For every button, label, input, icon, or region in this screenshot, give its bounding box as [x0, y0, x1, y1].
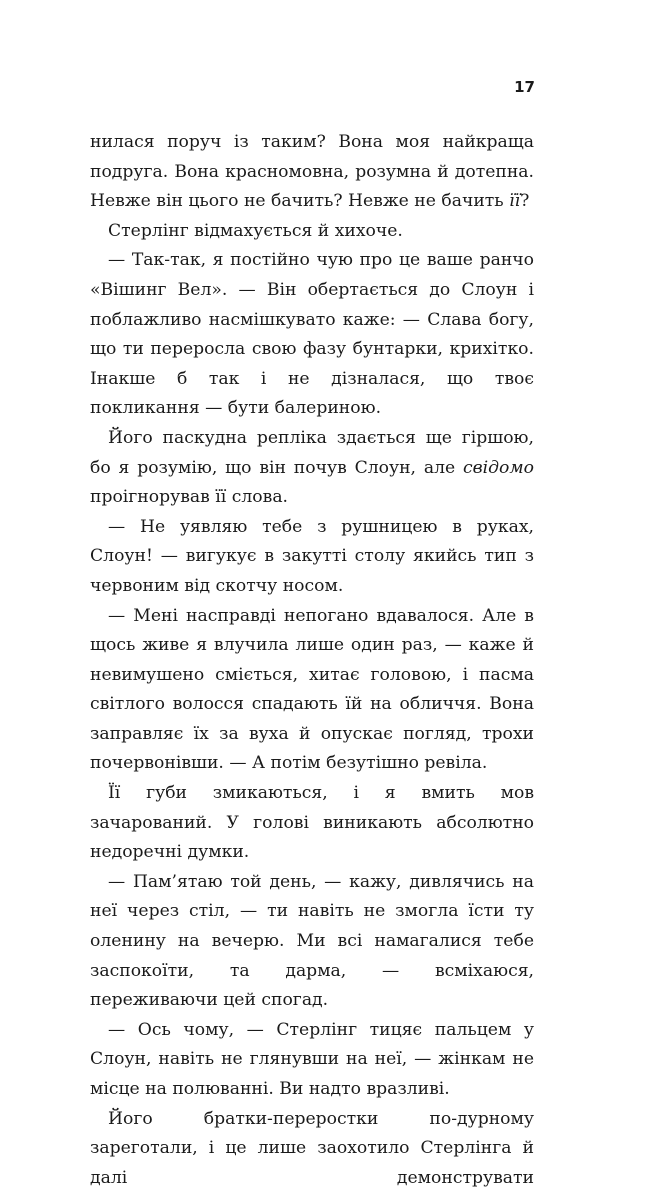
- paragraph: [90, 868, 534, 1016]
- text-segment: Стерлінг відмахується й хихоче.: [108, 220, 403, 241]
- paragraph: [90, 513, 534, 602]
- paragraph: [90, 246, 534, 424]
- italic-segment: її: [509, 191, 521, 212]
- text-segment: Її губи змикаються, і я вмить мов зачарований. У голові виникають абсолютно недоречні думки.: [90, 783, 534, 863]
- text-segment: — Мені насправді непогано вдавалося. Але в щось живе я влучила лише один раз, — каже й невимушено сміється, хитає головою, і пасма світлого волосся спадають їй на обличчя. Вона заправляє їх за вуха й опускає погляд, трохи почервонівши. — А потім безутішно ревіла.: [90, 605, 534, 774]
- paragraph: [90, 128, 534, 217]
- paragraph: [90, 424, 534, 513]
- text-segment: проігнорував її слова.: [90, 487, 289, 508]
- text-segment: нилася поруч із таким? Вона моя найкраща подруга. Вона красномовна, розумна й дотепна. Невже він цього не бачить? Невже не бачить: [90, 132, 534, 212]
- text-segment: — Пам’ятаю той день, — кажу, дивлячись на неї через стіл, — ти навіть не змогла їсти ту оленину на вечерю. Ми всі намагалися тебе заспокоїти, та дарма, — всміхаюся, переживаючи цей спогад.: [90, 871, 534, 1011]
- paragraph: [90, 217, 534, 247]
- paragraph: [90, 602, 534, 780]
- paragraph: [90, 1016, 534, 1105]
- page-number: 17: [514, 78, 535, 96]
- paragraph: [90, 779, 534, 868]
- text-segment: — Так-так, я постійно чую про це ваше ранчо «Вішинг Вел». — Він обертається до Слоун і поблажливо насмішкувато каже: — Слава богу, що ти переросла свою фазу бунтарки, крихітко. Інакше б так і не дізналася, що твоє покликання — бути балериною.: [90, 250, 534, 419]
- text-segment: ?: [520, 191, 530, 212]
- italic-segment: свідомо: [463, 457, 534, 478]
- text-segment: Його братки-переростки по-дурному зареготали, і це лише заохотило Стерлінга й далі демонструвати: [90, 1108, 534, 1188]
- body-text: [90, 128, 534, 1193]
- text-segment: Його паскудна репліка здається ще гіршою, бо я розумію, що він почув Слоун, але: [90, 427, 534, 478]
- text-segment: — Не уявляю тебе з рушницею в руках, Слоун! — вигукує в закутті столу якийсь тип з червоним від скотчу носом.: [90, 516, 534, 596]
- text-segment: — Ось чому, — Стерлінг тицяє пальцем у Слоун, навіть не глянувши на неї, — жінкам не місце на полюванні. Ви надто вразливі.: [90, 1019, 534, 1099]
- paragraph: [90, 1105, 534, 1193]
